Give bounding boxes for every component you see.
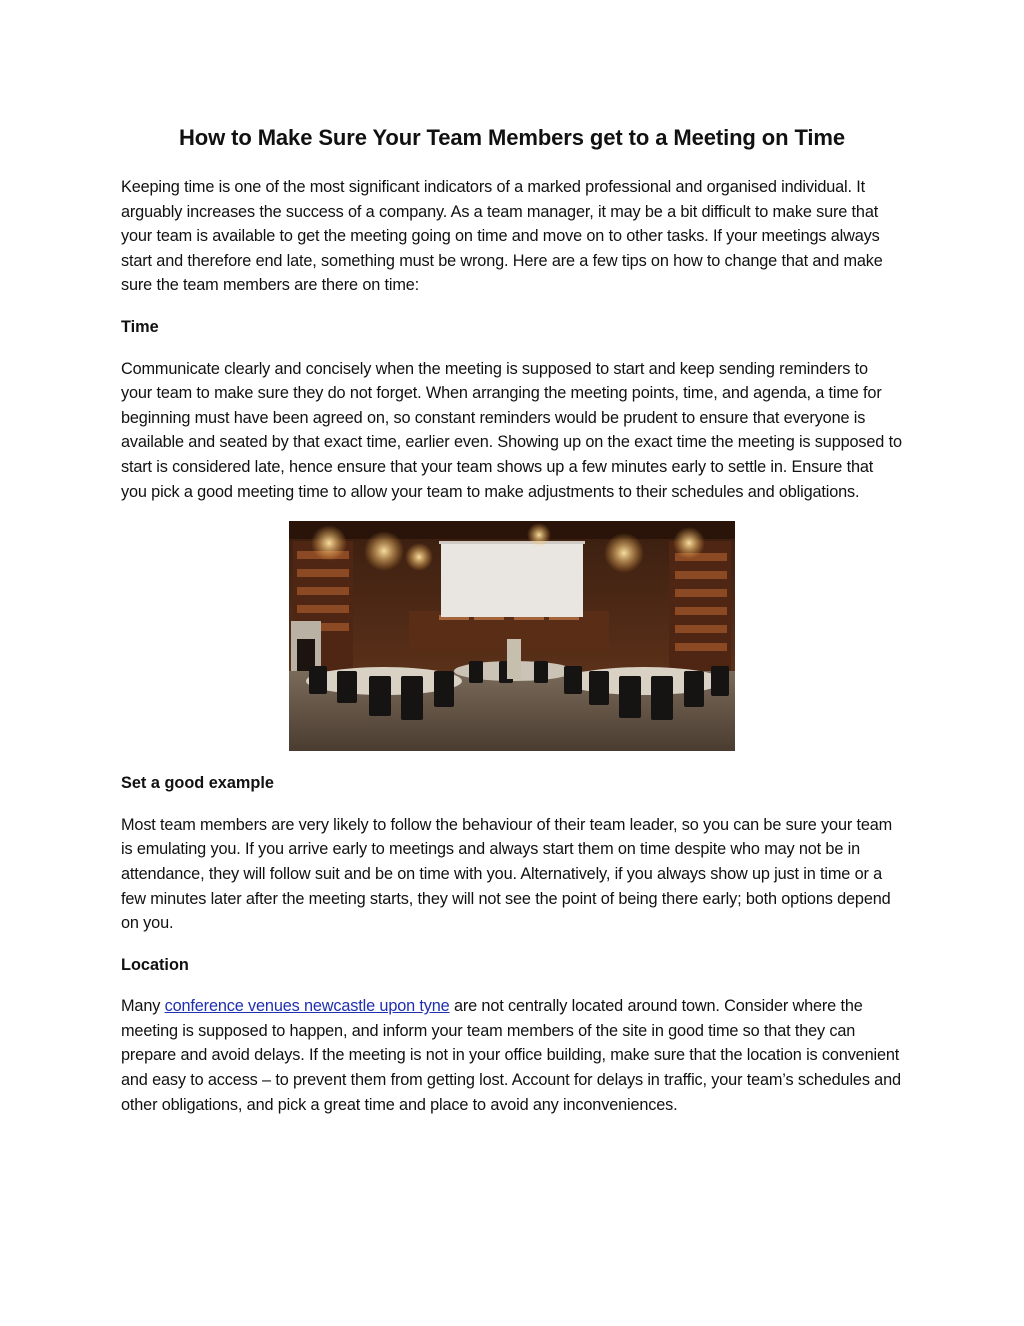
page-title: How to Make Sure Your Team Members get to a Meeting on Time (178, 125, 846, 150)
location-text-before: Many (121, 997, 165, 1016)
conference-room-photo (289, 521, 735, 751)
location-text-after: are not centrally located around town. Consider where the meeting is supposed to happen, and inform your team members of the site in good time so that they can prepare and avoid delays. If the meeting is not in your office building, make sure that the location is convenient and easy to access – to prevent them from getting lost. Account for delays in traffic, your team’s schedules and other obligations, and pick a great time and place to avoid any inconveniences. (121, 997, 901, 1114)
section-body-example: Most team members are very likely to follow the behaviour of their team leader, so you can be sure your team is emulating you. If you arrive early to meetings and always start them on time despite who may not be in attendance, they will follow suit and be on time with you. Alternatively, if you always show up just in time or a few minutes later after the meeting starts, they will not see the point of being there early; both options depend on you. (121, 815, 893, 933)
section-body-time: Communicate clearly and concisely when the meeting is supposed to start and keep sending reminders to your team to make sure they do not forget. When arranging the meeting points, time, and agenda, a time for beginning must have been agreed on, so constant reminders would be prudent to ensure that everyone is available and seated by that exact time, earlier even. Showing up on the exact time the meeting is supposed to start is considered late, hence ensure that your team shows up a few minutes early to settle in. Ensure that you pick a good meeting time to allow your team to make adjustments to their schedules and obligations. (121, 359, 902, 501)
section-heading-example: Set a good example (121, 774, 274, 793)
section-heading-location: Location (121, 955, 189, 974)
section-body-location (121, 994, 903, 1117)
conference-venues-link[interactable]: conference venues newcastle upon tyne (164, 997, 450, 1016)
section-heading-time: Time (121, 317, 159, 336)
document-content (121, 123, 903, 1134)
intro-paragraph: Keeping time is one of the most significant indicators of a marked professional and organised individual. It arguably increases the success of a company. As a team manager, it may be a bit difficult to make sure that your team is available to get the meeting going on time and move on to other tasks. If your meetings always start and therefore end late, something must be wrong. Here are a few tips on how to change that and make sure the team members are there on time: (121, 178, 883, 295)
